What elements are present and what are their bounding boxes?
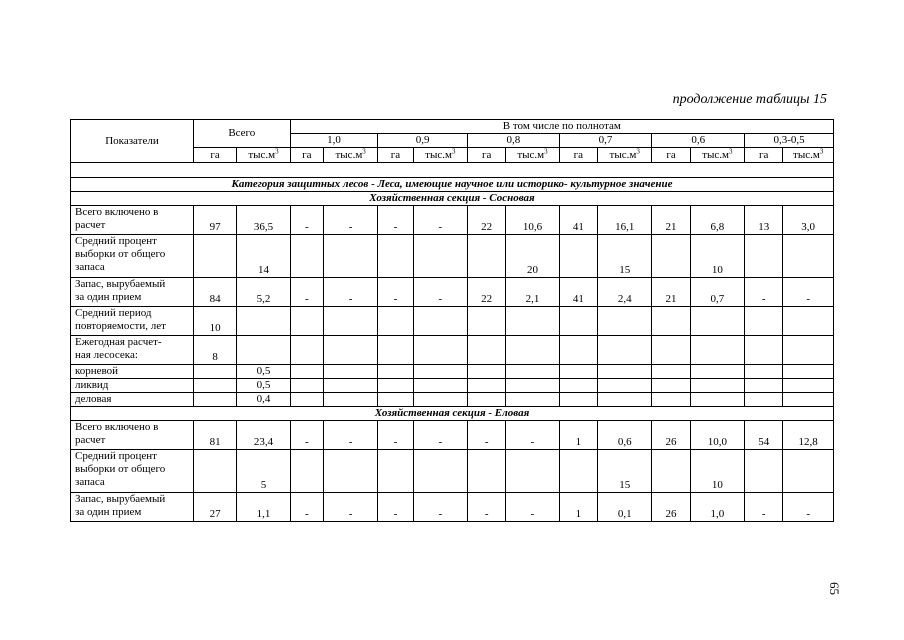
table-cell: 26 bbox=[652, 493, 690, 522]
table-cell bbox=[468, 307, 506, 336]
table-cell bbox=[237, 336, 290, 365]
table-cell: 1 bbox=[559, 493, 597, 522]
row-label bbox=[71, 493, 194, 522]
blank-row bbox=[71, 163, 834, 178]
unit-superscript: 3 bbox=[544, 147, 548, 155]
table-cell bbox=[559, 365, 597, 379]
table-cell bbox=[559, 450, 597, 493]
row-label-line: выборки от общего bbox=[75, 248, 166, 260]
table-cell bbox=[652, 365, 690, 379]
table-cell bbox=[290, 379, 323, 393]
table-cell: - bbox=[745, 493, 783, 522]
table-cell bbox=[783, 379, 834, 393]
header-density: 0,9 bbox=[378, 134, 468, 148]
table-cell bbox=[378, 235, 413, 278]
table-cell: 27 bbox=[193, 493, 236, 522]
section-title: Хозяйственная секция - Еловая bbox=[71, 407, 834, 421]
table-cell: 5 bbox=[237, 450, 290, 493]
table-cell bbox=[745, 450, 783, 493]
table-cell: - bbox=[323, 493, 377, 522]
table-cell bbox=[690, 379, 744, 393]
table-cell bbox=[745, 379, 783, 393]
table-cell bbox=[378, 307, 413, 336]
unit-superscript: 3 bbox=[362, 147, 366, 155]
table-cell bbox=[468, 336, 506, 365]
table-cell: - bbox=[378, 493, 413, 522]
table-cell bbox=[378, 379, 413, 393]
table-cell bbox=[652, 450, 690, 493]
header-indicators: Показатели bbox=[71, 120, 194, 163]
table-cell: - bbox=[783, 493, 834, 522]
row-label-line: Ежегодная расчет- bbox=[75, 336, 162, 348]
row-label-line: за один прием bbox=[75, 291, 142, 303]
table-cell: 16,1 bbox=[597, 206, 651, 235]
table-cell: - bbox=[506, 421, 559, 450]
header-unit-ha: га bbox=[193, 148, 236, 163]
table-cell bbox=[193, 235, 236, 278]
unit-superscript: 3 bbox=[451, 147, 456, 155]
header-unit-ha: га bbox=[468, 148, 506, 163]
row-label-line: за один прием bbox=[75, 506, 142, 518]
table-row bbox=[71, 278, 834, 307]
header-unit-ha: га bbox=[652, 148, 690, 163]
table-cell: 22 bbox=[468, 206, 506, 235]
table-cell bbox=[413, 365, 467, 379]
table-cell bbox=[690, 307, 744, 336]
table-cell bbox=[559, 393, 597, 407]
table-cell bbox=[378, 450, 413, 493]
table-cell: - bbox=[290, 493, 323, 522]
table-cell: 15 bbox=[597, 450, 651, 493]
table-cell: 12,8 bbox=[783, 421, 834, 450]
section-row bbox=[71, 407, 834, 421]
row-label-line: выборки от общего bbox=[75, 463, 166, 475]
row-label-line: запаса bbox=[75, 261, 105, 273]
table-cell bbox=[506, 450, 559, 493]
table-cell bbox=[783, 365, 834, 379]
table-row bbox=[71, 393, 834, 407]
table-cell bbox=[652, 393, 690, 407]
row-label-line: Запас, вырубаемый bbox=[75, 493, 166, 505]
page-number: 65 bbox=[827, 582, 842, 595]
row-label-line: повторяемости, лет bbox=[75, 320, 166, 332]
row-label bbox=[71, 278, 194, 307]
row-label bbox=[71, 206, 194, 235]
row-label-line: деловая bbox=[75, 393, 112, 405]
unit-superscript: 3 bbox=[636, 147, 640, 155]
table-cell: 97 bbox=[193, 206, 236, 235]
table-cell bbox=[290, 393, 323, 407]
table-cell: 10 bbox=[690, 450, 744, 493]
header-unit-ha: га bbox=[559, 148, 597, 163]
row-label-line: ликвид bbox=[75, 379, 109, 391]
unit-text: тыс.м bbox=[793, 148, 820, 161]
table-cell bbox=[506, 393, 559, 407]
table-cell bbox=[652, 336, 690, 365]
table-cell bbox=[290, 336, 323, 365]
table-cell: 1,1 bbox=[237, 493, 290, 522]
header-unit-ha: га bbox=[745, 148, 783, 163]
table-cell bbox=[468, 365, 506, 379]
table-cell bbox=[323, 235, 377, 278]
unit-text: тыс.м bbox=[702, 148, 730, 161]
table-cell bbox=[290, 450, 323, 493]
table-cell bbox=[597, 393, 651, 407]
table-cell: - bbox=[378, 278, 413, 307]
row-label-line: Всего включено в bbox=[75, 421, 159, 433]
table-cell bbox=[413, 379, 467, 393]
table-cell: 8 bbox=[193, 336, 236, 365]
table-cell bbox=[378, 336, 413, 365]
table-cell bbox=[559, 307, 597, 336]
table-cell bbox=[597, 365, 651, 379]
forest-table bbox=[70, 119, 834, 522]
table-cell bbox=[468, 379, 506, 393]
table-cell: 10,6 bbox=[506, 206, 559, 235]
row-label bbox=[71, 365, 194, 379]
table-cell: - bbox=[413, 206, 467, 235]
row-label bbox=[71, 421, 194, 450]
table-cell: 10 bbox=[193, 307, 236, 336]
header-unit-m3 bbox=[237, 148, 290, 163]
table-cell bbox=[559, 336, 597, 365]
table-cell: - bbox=[745, 278, 783, 307]
table-cell: 81 bbox=[193, 421, 236, 450]
row-label bbox=[71, 393, 194, 407]
unit-text: тыс.м bbox=[248, 148, 276, 161]
table-cell bbox=[783, 307, 834, 336]
table-cell: 22 bbox=[468, 278, 506, 307]
header-including: В том числе по полнотам bbox=[290, 120, 833, 134]
table-cell: 2,4 bbox=[597, 278, 651, 307]
table-continuation-caption: продолжение таблицы 15 bbox=[672, 92, 827, 107]
row-label-line: корневой bbox=[75, 365, 119, 377]
table-cell: 14 bbox=[237, 235, 290, 278]
category-row bbox=[71, 178, 834, 192]
row-label-line: ная лесосека: bbox=[75, 349, 138, 361]
table-cell bbox=[506, 365, 559, 379]
row-label-line: Средний процент bbox=[75, 235, 157, 247]
row-label-line: Средний процент bbox=[75, 450, 157, 462]
table-cell bbox=[506, 336, 559, 365]
header-unit-m3 bbox=[783, 148, 834, 163]
table-row bbox=[71, 493, 834, 522]
table-cell: - bbox=[413, 493, 467, 522]
table-cell bbox=[290, 307, 323, 336]
table-cell: 13 bbox=[745, 206, 783, 235]
table-cell: - bbox=[323, 421, 377, 450]
row-label-line: Средний период bbox=[75, 307, 152, 319]
table-cell bbox=[745, 336, 783, 365]
table-cell bbox=[193, 365, 236, 379]
table-cell bbox=[559, 379, 597, 393]
table-cell bbox=[468, 235, 506, 278]
table-cell bbox=[783, 450, 834, 493]
table-cell bbox=[690, 336, 744, 365]
table-cell: 54 bbox=[745, 421, 783, 450]
header-density: 0,7 bbox=[559, 134, 652, 148]
table-cell: 23,4 bbox=[237, 421, 290, 450]
table-cell: 36,5 bbox=[237, 206, 290, 235]
unit-text: тыс.м bbox=[609, 148, 637, 161]
table-cell: 0,5 bbox=[237, 379, 290, 393]
table-cell bbox=[323, 450, 377, 493]
table-cell: 41 bbox=[559, 206, 597, 235]
header-unit-m3 bbox=[413, 148, 467, 163]
table-cell bbox=[745, 307, 783, 336]
table-cell bbox=[323, 307, 377, 336]
table-cell: 20 bbox=[506, 235, 559, 278]
table-cell bbox=[745, 393, 783, 407]
table-cell bbox=[413, 450, 467, 493]
table-cell bbox=[468, 393, 506, 407]
table-cell: 3,0 bbox=[783, 206, 834, 235]
header-unit-m3 bbox=[506, 148, 559, 163]
row-label bbox=[71, 235, 194, 278]
row-label-line: расчет bbox=[75, 219, 106, 231]
table-cell: - bbox=[468, 421, 506, 450]
table-cell bbox=[506, 307, 559, 336]
table-cell: 41 bbox=[559, 278, 597, 307]
table-cell bbox=[652, 379, 690, 393]
table-cell: 0,1 bbox=[597, 493, 651, 522]
row-label bbox=[71, 379, 194, 393]
table-cell bbox=[413, 307, 467, 336]
table-row bbox=[71, 307, 834, 336]
table-cell bbox=[652, 235, 690, 278]
table-cell: - bbox=[783, 278, 834, 307]
table-cell bbox=[323, 365, 377, 379]
table-cell bbox=[468, 450, 506, 493]
table-cell bbox=[290, 235, 323, 278]
unit-superscript: 3 bbox=[275, 147, 279, 155]
table-cell bbox=[783, 336, 834, 365]
unit-superscript: 3 bbox=[729, 147, 733, 155]
table-cell: 0,6 bbox=[597, 421, 651, 450]
row-label bbox=[71, 307, 194, 336]
table-cell: 84 bbox=[193, 278, 236, 307]
table-cell bbox=[290, 365, 323, 379]
table-cell: 0,4 bbox=[237, 393, 290, 407]
table-cell: - bbox=[290, 206, 323, 235]
table-cell: 21 bbox=[652, 206, 690, 235]
table-cell bbox=[378, 365, 413, 379]
table-cell bbox=[323, 393, 377, 407]
unit-text: тыс.м bbox=[517, 148, 545, 161]
table-cell: 1 bbox=[559, 421, 597, 450]
table-cell: - bbox=[290, 278, 323, 307]
table-cell bbox=[413, 393, 467, 407]
table-cell: 26 bbox=[652, 421, 690, 450]
table-cell: - bbox=[378, 421, 413, 450]
table-cell bbox=[783, 393, 834, 407]
table-cell: 15 bbox=[597, 235, 651, 278]
row-label bbox=[71, 336, 194, 365]
table-cell bbox=[323, 336, 377, 365]
row-label bbox=[71, 450, 194, 493]
table-cell: - bbox=[413, 278, 467, 307]
table-cell: 0,7 bbox=[690, 278, 744, 307]
row-label-line: запаса bbox=[75, 476, 105, 488]
unit-superscript: 3 bbox=[819, 147, 824, 155]
header-unit-ha: га bbox=[378, 148, 413, 163]
table-cell: - bbox=[468, 493, 506, 522]
header-unit-m3 bbox=[323, 148, 377, 163]
table-cell bbox=[597, 307, 651, 336]
table-cell: - bbox=[506, 493, 559, 522]
header-density: 1,0 bbox=[290, 134, 378, 148]
header-total: Всего bbox=[193, 120, 290, 148]
table-cell bbox=[559, 235, 597, 278]
table-cell bbox=[783, 235, 834, 278]
table-cell: 21 bbox=[652, 278, 690, 307]
table-cell bbox=[378, 393, 413, 407]
header-unit-ha: га bbox=[290, 148, 323, 163]
table-cell bbox=[193, 450, 236, 493]
table-row bbox=[71, 336, 834, 365]
table-cell: 2,1 bbox=[506, 278, 559, 307]
category-title: Категория защитных лесов - Леса, имеющие научное или историко- культурное значение bbox=[71, 178, 834, 192]
table-row bbox=[71, 235, 834, 278]
table-row bbox=[71, 450, 834, 493]
header-density: 0,3-0,5 bbox=[745, 134, 834, 148]
table-cell bbox=[413, 235, 467, 278]
header-density: 0,8 bbox=[468, 134, 560, 148]
table-cell bbox=[690, 393, 744, 407]
table-cell bbox=[745, 365, 783, 379]
table-cell bbox=[597, 379, 651, 393]
row-label-line: расчет bbox=[75, 434, 106, 446]
table-cell bbox=[237, 307, 290, 336]
table-cell: 0,5 bbox=[237, 365, 290, 379]
table-row bbox=[71, 421, 834, 450]
header-unit-m3 bbox=[690, 148, 744, 163]
table-cell: - bbox=[290, 421, 323, 450]
header-unit-m3 bbox=[597, 148, 651, 163]
table-cell bbox=[193, 393, 236, 407]
header-density: 0,6 bbox=[652, 134, 745, 148]
table-row bbox=[71, 206, 834, 235]
table-cell bbox=[413, 336, 467, 365]
table-cell bbox=[745, 235, 783, 278]
table-cell bbox=[506, 379, 559, 393]
table-cell bbox=[323, 379, 377, 393]
table-cell bbox=[597, 336, 651, 365]
unit-text: тыс.м bbox=[335, 148, 363, 161]
section-row bbox=[71, 192, 834, 206]
table-row bbox=[71, 379, 834, 393]
table-cell: 1,0 bbox=[690, 493, 744, 522]
table-cell: - bbox=[413, 421, 467, 450]
table-cell: 10 bbox=[690, 235, 744, 278]
row-label-line: Запас, вырубаемый bbox=[75, 278, 166, 290]
unit-text: тыс.м bbox=[425, 148, 452, 161]
section-title: Хозяйственная секция - Сосновая bbox=[71, 192, 834, 206]
row-label-line: Всего включено в bbox=[75, 206, 159, 218]
table-cell: 5,2 bbox=[237, 278, 290, 307]
table-cell: - bbox=[378, 206, 413, 235]
table-cell: - bbox=[323, 278, 377, 307]
table-row bbox=[71, 365, 834, 379]
table-cell: - bbox=[323, 206, 377, 235]
table-cell bbox=[690, 365, 744, 379]
table-cell: 10,0 bbox=[690, 421, 744, 450]
table-cell: 6,8 bbox=[690, 206, 744, 235]
table-cell bbox=[193, 379, 236, 393]
table-cell bbox=[652, 307, 690, 336]
